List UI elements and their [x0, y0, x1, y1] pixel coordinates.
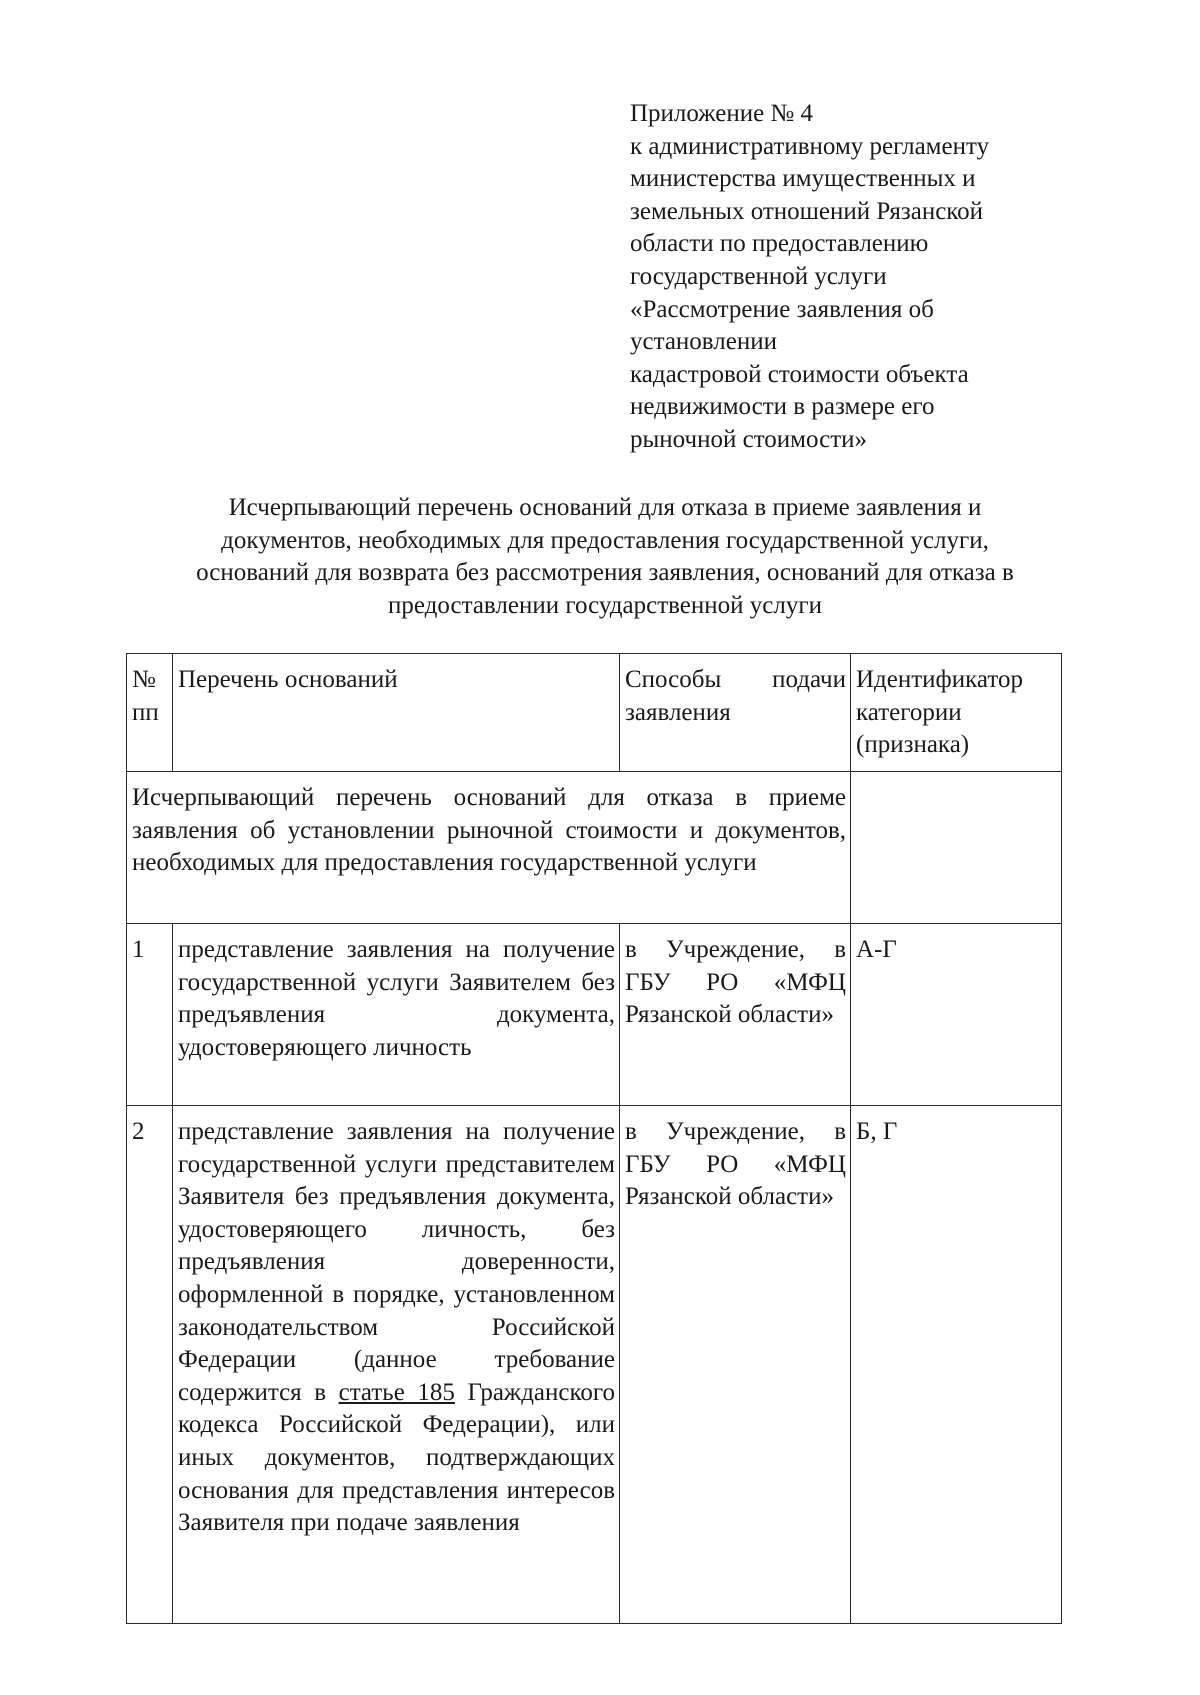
section-empty-cell — [851, 772, 1062, 924]
annex-line: кадастровой стоимости объекта — [630, 360, 969, 388]
annex-line: к административному регламенту — [630, 132, 990, 160]
grounds-text: представление заявления на получение государственной услуги представителем Заявителя без предъявления документа, удостоверяющего личность, без предъявления доверенности, оформленной в порядке, установленном законодательством Российской Федерации (данное требование содержится в — [178, 1118, 615, 1406]
header-grounds: Перечень оснований — [173, 654, 620, 772]
table-row — [127, 1106, 1062, 1624]
table-row — [127, 924, 1062, 1106]
row-category: Б, Г — [851, 1106, 1062, 1624]
annex-line: Приложение № 4 — [630, 100, 814, 127]
annex-line: министерства имущественных и — [630, 165, 976, 193]
annex-line: установлении — [630, 328, 777, 356]
annex-line: государственной услуги — [630, 262, 887, 290]
grounds-table — [126, 653, 1062, 1624]
header-methods: Способы подачи заявления — [620, 654, 851, 772]
row-methods: в Учреждение, в ГБУ РО «МФЦ Рязанской области» — [620, 924, 851, 1106]
grounds-text: Гражданского кодекса Российской Федерации), или иных документов, подтверждающих основания для представления интересов Заявителя при подаче заявления — [178, 1378, 615, 1537]
title-line: документов, необходимых для предоставления государственной услуги, — [221, 526, 989, 554]
title-line: предоставлении государственной услуги — [388, 591, 822, 619]
annex-line: земельных отношений Рязанской — [630, 197, 984, 225]
section-heading: Исчерпывающий перечень оснований для отказа в приеме заявления об установлении рыночной стоимости и документов, необходимых для предоставления государственной услуги — [127, 772, 851, 924]
row-grounds — [173, 1106, 620, 1624]
title-line: Исчерпывающий перечень оснований для отказа в приеме заявления и — [228, 494, 982, 521]
row-num: 2 — [127, 1106, 173, 1624]
table-header-row — [127, 654, 1062, 772]
document-title — [120, 492, 1090, 622]
row-grounds: представление заявления на получение государственной услуги Заявителем без предъявления документа, удостоверяющего личность — [173, 924, 620, 1106]
annex-line: «Рассмотрение заявления об — [630, 295, 934, 323]
annex-heading — [630, 98, 1060, 457]
section-row — [127, 772, 1062, 924]
header-category: Идентификатор категории (признака) — [851, 654, 1062, 772]
row-methods: в Учреждение, в ГБУ РО «МФЦ Рязанской области» — [620, 1106, 851, 1624]
row-category: А-Г — [851, 924, 1062, 1106]
header-num: № пп — [127, 654, 173, 772]
annex-line: рыночной стоимости» — [630, 425, 868, 453]
annex-line: области по предоставлению — [630, 230, 929, 258]
row-num: 1 — [127, 924, 173, 1106]
law-article-link[interactable]: статье 185 — [338, 1378, 455, 1406]
annex-line: недвижимости в размере его — [630, 393, 935, 421]
title-line: оснований для возврата без рассмотрения заявления, оснований для отказа в — [196, 559, 1014, 586]
